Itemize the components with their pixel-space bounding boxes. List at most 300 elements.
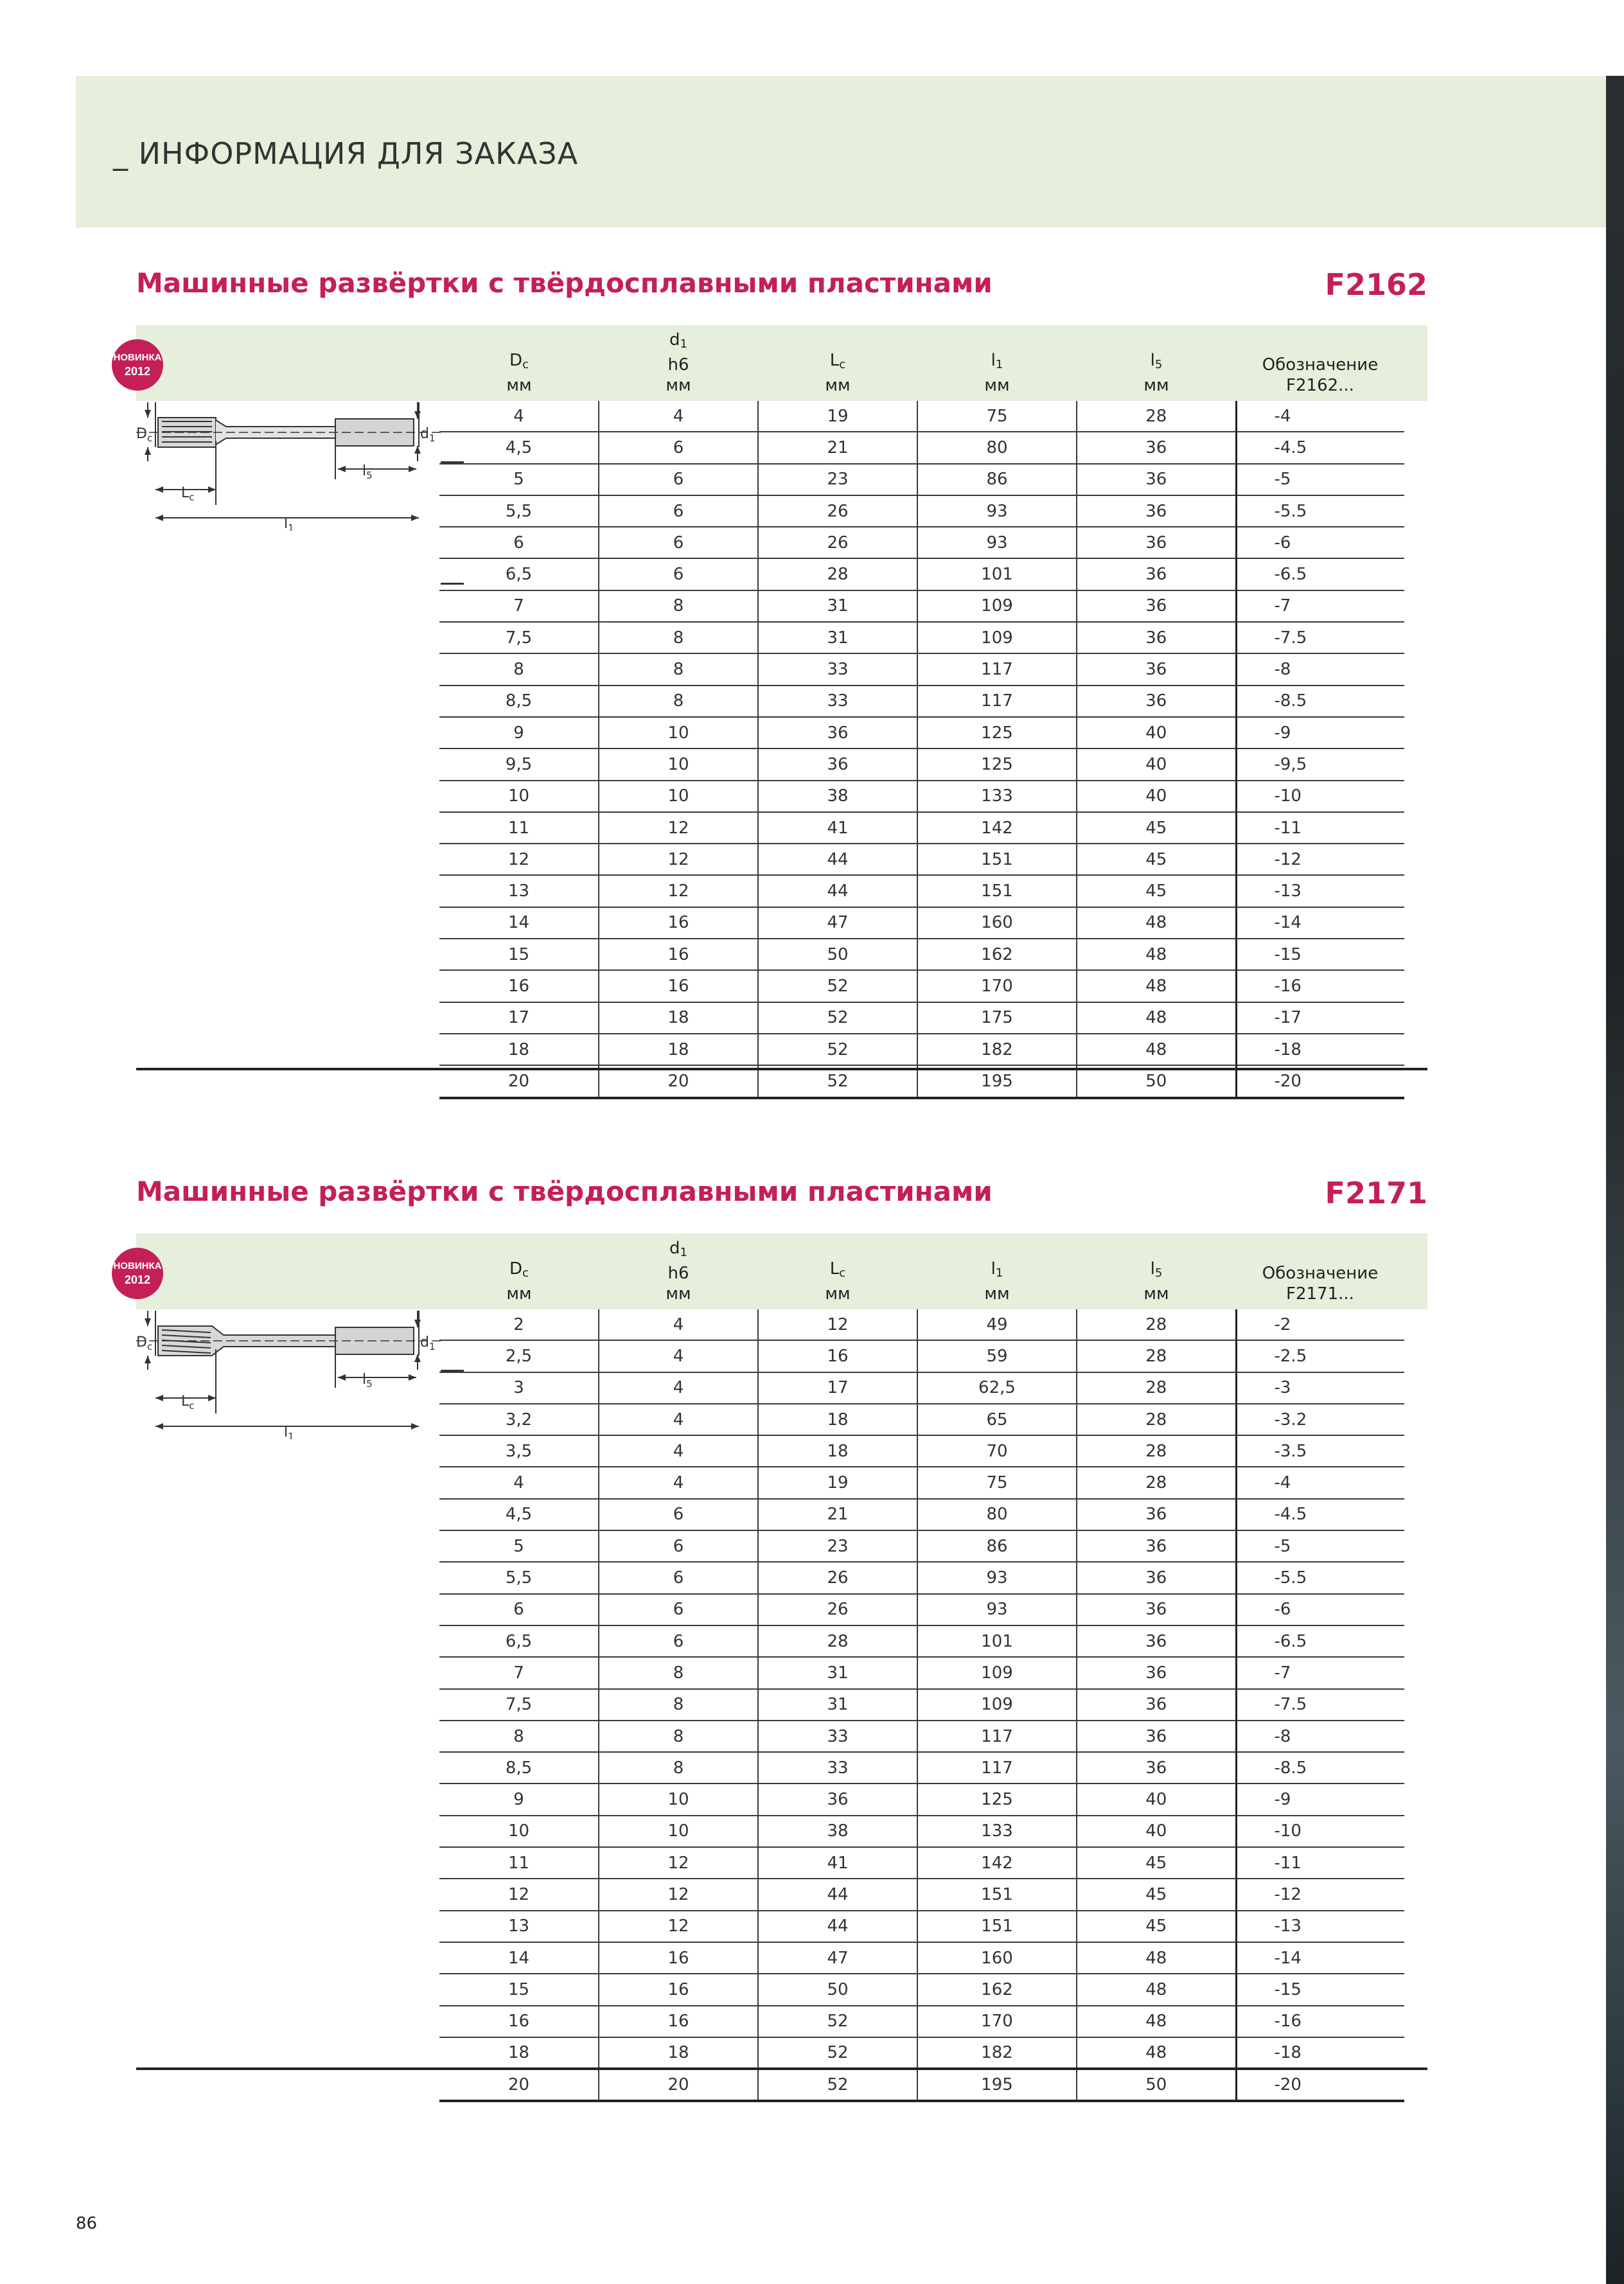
- table-cell: 109: [917, 622, 1077, 653]
- table-row: [439, 1002, 1404, 1034]
- table-row: [439, 907, 1404, 939]
- table-cell: 5: [439, 1530, 599, 1562]
- table-row: [439, 939, 1404, 970]
- designation-cell: -6: [1236, 527, 1404, 558]
- table-cell: 13: [439, 875, 599, 907]
- table-cell: 62,5: [917, 1372, 1077, 1404]
- svg-text:l5: [362, 463, 373, 481]
- table-row: [439, 558, 1404, 590]
- table-cell: 36: [1077, 653, 1236, 685]
- table-cell: 142: [917, 812, 1077, 844]
- table-row: [439, 2006, 1404, 2037]
- designation-cell: -2.5: [1236, 1340, 1404, 1372]
- designation-cell: -5.5: [1236, 495, 1404, 527]
- table-cell: 36: [1077, 1562, 1236, 1593]
- table-cell: 8,5: [439, 686, 599, 717]
- table-cell: 28: [758, 558, 917, 590]
- table-cell: 50: [1077, 2069, 1236, 2101]
- table-row: [439, 401, 1404, 432]
- table-cell: 36: [1077, 1721, 1236, 1752]
- table-cell: 4: [599, 1372, 758, 1404]
- reamer-drawing: [136, 1311, 445, 1439]
- table-cell: 40: [1077, 1816, 1236, 1847]
- table-cell: 41: [758, 812, 917, 844]
- table-cell: 47: [758, 1942, 917, 1974]
- table-cell: 86: [917, 1530, 1077, 1562]
- table-cell: 162: [917, 939, 1077, 970]
- table-cell: 7: [439, 590, 599, 622]
- label-dc: D: [136, 426, 147, 442]
- svg-text:Lc: [181, 1394, 195, 1412]
- table-cell: 12: [758, 1309, 917, 1340]
- table-cell: 6: [599, 1594, 758, 1625]
- label-l1-sub: 1: [288, 522, 294, 531]
- table-cell: 93: [917, 1562, 1077, 1593]
- designation-cell: -15: [1236, 1974, 1404, 2005]
- label-lc-sub: c: [189, 1400, 195, 1412]
- table-cell: 14: [439, 907, 599, 939]
- table-cell: 28: [1077, 401, 1236, 432]
- table-cell: 18: [599, 1034, 758, 1065]
- page-edge-margin: [1606, 0, 1624, 76]
- table-cell: 8: [599, 590, 758, 622]
- table-cell: 16: [599, 907, 758, 939]
- designation-cell: -5: [1236, 464, 1404, 495]
- col-header-designation: Обозначение F2162...: [1262, 355, 1379, 395]
- table-row: [439, 1467, 1404, 1498]
- label-d1: d: [420, 1334, 429, 1350]
- table-cell: 28: [1077, 1467, 1236, 1498]
- designation-cell: -4.5: [1236, 432, 1404, 463]
- table-cell: 12: [599, 875, 758, 907]
- table-cell: 47: [758, 907, 917, 939]
- badge-text-year: 2012: [124, 365, 151, 378]
- table-cell: 28: [1077, 1435, 1236, 1467]
- table-cell: 4,5: [439, 1499, 599, 1530]
- table-cell: 117: [917, 1721, 1077, 1752]
- table-cell: 23: [758, 1530, 917, 1562]
- designation-cell: -10: [1236, 781, 1404, 812]
- table-row: [439, 686, 1404, 717]
- table-cell: 52: [758, 1034, 917, 1065]
- table-cell: 6: [599, 495, 758, 527]
- table-cell: 16: [439, 970, 599, 1002]
- table-cell: 4: [599, 1404, 758, 1435]
- table-row: [439, 1340, 1404, 1372]
- table-cell: 4: [439, 401, 599, 432]
- label-dc-sub: c: [146, 1341, 153, 1352]
- page-number: 86: [76, 2214, 98, 2233]
- table-cell: 142: [917, 1847, 1077, 1879]
- table-row: [439, 2069, 1404, 2101]
- table-cell: 36: [758, 748, 917, 780]
- table-cell: 12: [439, 844, 599, 875]
- table-cell: 52: [758, 1065, 917, 1097]
- label-d1-sub: 1: [428, 432, 436, 444]
- table-cell: 2: [439, 1309, 599, 1340]
- designation-cell: -3.5: [1236, 1435, 1404, 1467]
- table-cell: 16: [599, 2006, 758, 2037]
- table-cell: 36: [1077, 1689, 1236, 1721]
- table-cell: 4: [599, 1435, 758, 1467]
- table-cell: 3,5: [439, 1435, 599, 1467]
- table-header-row: [439, 1234, 1404, 1309]
- label-l1: l: [284, 1424, 288, 1439]
- designation-cell: -4.5: [1236, 1499, 1404, 1530]
- section-title: Машинные развёртки с твёрдосплавными пластинами: [136, 267, 993, 299]
- table-cell: 26: [758, 1594, 917, 1625]
- table-cell: 19: [758, 1467, 917, 1498]
- table-cell: 117: [917, 653, 1077, 685]
- table-cell: 18: [599, 1002, 758, 1034]
- table-cell: 48: [1077, 2037, 1236, 2069]
- table-cell: 28: [1077, 1404, 1236, 1435]
- table-row: [439, 527, 1404, 558]
- table-cell: 6: [599, 527, 758, 558]
- designation-cell: -13: [1236, 1911, 1404, 1942]
- table-cell: 6: [599, 558, 758, 590]
- table-cell: 6: [599, 1499, 758, 1530]
- table-cell: 36: [1077, 590, 1236, 622]
- label-dc: D: [136, 1334, 147, 1350]
- table-cell: 93: [917, 527, 1077, 558]
- table-row: [439, 781, 1404, 812]
- designation-cell: -11: [1236, 812, 1404, 844]
- table-cell: 7,5: [439, 622, 599, 653]
- designation-cell: -10: [1236, 1816, 1404, 1847]
- table-row: [439, 432, 1404, 463]
- table-cell: 93: [917, 495, 1077, 527]
- table-cell: 4: [439, 1467, 599, 1498]
- table-cell: 40: [1077, 717, 1236, 748]
- designation-cell: -3: [1236, 1372, 1404, 1404]
- table-row: [439, 1816, 1404, 1847]
- designation-cell: -4: [1236, 401, 1404, 432]
- table-row: [439, 844, 1404, 875]
- table-bottom-rule: [136, 2067, 1427, 2070]
- new-2012-badge: [112, 1248, 163, 1299]
- table-cell: 49: [917, 1309, 1077, 1340]
- table-cell: 36: [1077, 558, 1236, 590]
- table-cell: 175: [917, 1002, 1077, 1034]
- table-row: [439, 590, 1404, 622]
- table-cell: 10: [439, 781, 599, 812]
- table-row: [439, 970, 1404, 1002]
- table-cell: 18: [758, 1435, 917, 1467]
- table-cell: 45: [1077, 812, 1236, 844]
- section-code: F2171: [1325, 1176, 1427, 1210]
- badge-text-year: 2012: [124, 1273, 151, 1286]
- table-cell: 36: [1077, 464, 1236, 495]
- table-row: [439, 1309, 1404, 1340]
- table-cell: 21: [758, 432, 917, 463]
- table-row: [439, 1911, 1404, 1942]
- svg-text:Dc: [136, 1334, 152, 1352]
- table-cell: 13: [439, 1911, 599, 1942]
- table-cell: 40: [1077, 1784, 1236, 1815]
- table-cell: 18: [599, 2037, 758, 2069]
- table-cell: 10: [599, 717, 758, 748]
- table-cell: 7: [439, 1657, 599, 1688]
- table-row: [439, 1562, 1404, 1593]
- table-cell: 4: [599, 1340, 758, 1372]
- designation-cell: -18: [1236, 2037, 1404, 2069]
- table-cell: 109: [917, 590, 1077, 622]
- table-cell: 52: [758, 1002, 917, 1034]
- table-cell: 4: [599, 401, 758, 432]
- table-cell: 26: [758, 1562, 917, 1593]
- table-cell: 12: [439, 1879, 599, 1910]
- table-cell: 101: [917, 1625, 1077, 1657]
- table-cell: 31: [758, 1689, 917, 1721]
- table-row: [439, 1942, 1404, 1974]
- table-cell: 65: [917, 1404, 1077, 1435]
- table-cell: 14: [439, 1942, 599, 1974]
- table-cell: 19: [758, 401, 917, 432]
- table-cell: 5,5: [439, 1562, 599, 1593]
- table-cell: 20: [599, 2069, 758, 2101]
- table-cell: 12: [599, 1847, 758, 1879]
- table-row: [439, 1689, 1404, 1721]
- table-cell: 8: [599, 653, 758, 685]
- table-cell: 26: [758, 495, 917, 527]
- table-cell: 36: [1077, 1625, 1236, 1657]
- table-cell: 133: [917, 781, 1077, 812]
- table-cell: 44: [758, 1911, 917, 1942]
- table-cell: 182: [917, 2037, 1077, 2069]
- table-cell: 45: [1077, 875, 1236, 907]
- col-header: $l_5$ мм: [1143, 351, 1169, 395]
- table-cell: 160: [917, 1942, 1077, 1974]
- designation-cell: -14: [1236, 907, 1404, 939]
- table-cell: 10: [439, 1816, 599, 1847]
- table-cell: 170: [917, 2006, 1077, 2037]
- table-cell: 3,2: [439, 1404, 599, 1435]
- table-cell: 10: [599, 748, 758, 780]
- designation-cell: -6: [1236, 1594, 1404, 1625]
- table-row: [439, 1879, 1404, 1910]
- table-cell: 17: [758, 1372, 917, 1404]
- table-cell: 9: [439, 1784, 599, 1815]
- table-cell: 28: [1077, 1372, 1236, 1404]
- table-cell: 125: [917, 1784, 1077, 1815]
- table-row: [439, 748, 1404, 780]
- svg-text:d1: [420, 1334, 436, 1352]
- table-row: [439, 1752, 1404, 1784]
- designation-cell: -5: [1236, 1530, 1404, 1562]
- table-cell: 50: [758, 1974, 917, 2005]
- designation-cell: -16: [1236, 970, 1404, 1002]
- table-cell: 45: [1077, 844, 1236, 875]
- table-row: [439, 653, 1404, 685]
- designation-cell: -3.2: [1236, 1404, 1404, 1435]
- section-code: F2162: [1325, 267, 1427, 302]
- table-cell: 48: [1077, 1034, 1236, 1065]
- table-cell: 36: [758, 1784, 917, 1815]
- table-cell: 160: [917, 907, 1077, 939]
- table-cell: 48: [1077, 939, 1236, 970]
- label-l5: l: [362, 1372, 367, 1388]
- table-cell: 151: [917, 1911, 1077, 1942]
- col-header: $L_c$ мм: [825, 1259, 851, 1304]
- table-cell: 70: [917, 1435, 1077, 1467]
- new-2012-badge: [112, 339, 163, 391]
- page-title: _ ИНФОРМАЦИЯ ДЛЯ ЗАКАЗА: [113, 136, 579, 171]
- table-cell: 48: [1077, 907, 1236, 939]
- table-cell: 16: [599, 1974, 758, 2005]
- designation-cell: -6.5: [1236, 1625, 1404, 1657]
- table-cell: 36: [1077, 1752, 1236, 1784]
- table-row: [439, 1372, 1404, 1404]
- table-cell: 36: [1077, 432, 1236, 463]
- table-cell: 93: [917, 1594, 1077, 1625]
- table-cell: 52: [758, 2006, 917, 2037]
- table-row: [439, 717, 1404, 748]
- table-cell: 109: [917, 1689, 1077, 1721]
- designation-cell: -12: [1236, 1879, 1404, 1910]
- table-cell: 3: [439, 1372, 599, 1404]
- table-row: [439, 1530, 1404, 1562]
- label-lc-sub: c: [189, 491, 195, 503]
- table-cell: 8,5: [439, 1752, 599, 1784]
- table-cell: 109: [917, 1657, 1077, 1688]
- table-cell: 36: [758, 717, 917, 748]
- table-row: [439, 1974, 1404, 2005]
- table-cell: 36: [1077, 1594, 1236, 1625]
- table-cell: 12: [599, 1879, 758, 1910]
- table-cell: 10: [599, 1784, 758, 1815]
- table-cell: 12: [599, 812, 758, 844]
- table-cell: 31: [758, 622, 917, 653]
- table-cell: 195: [917, 1065, 1077, 1097]
- table-cell: 38: [758, 781, 917, 812]
- designation-cell: -4: [1236, 1467, 1404, 1498]
- table-cell: 50: [758, 939, 917, 970]
- table-cell: 16: [439, 2006, 599, 2037]
- table-header-row: [439, 325, 1404, 401]
- table-cell: 162: [917, 1974, 1077, 2005]
- table-cell: 80: [917, 1499, 1077, 1530]
- dimension-table: [439, 1234, 1404, 2102]
- table-cell: 36: [1077, 1530, 1236, 1562]
- table-cell: 36: [1077, 686, 1236, 717]
- table-cell: 28: [1077, 1309, 1236, 1340]
- label-l5: l: [362, 463, 367, 479]
- table-cell: 80: [917, 432, 1077, 463]
- table-cell: 6: [599, 464, 758, 495]
- table-cell: 11: [439, 812, 599, 844]
- table-cell: 2,5: [439, 1340, 599, 1372]
- table-cell: 75: [917, 1467, 1077, 1498]
- table-cell: 117: [917, 1752, 1077, 1784]
- table-row: [439, 1721, 1404, 1752]
- col-header: $D_c$ мм: [506, 1259, 532, 1304]
- designation-cell: -20: [1236, 2069, 1404, 2101]
- table-row: [439, 1784, 1404, 1815]
- table-cell: 28: [1077, 1340, 1236, 1372]
- designation-cell: -9: [1236, 1784, 1404, 1815]
- table-cell: 8: [599, 622, 758, 653]
- col-header: $l_5$ мм: [1143, 1259, 1169, 1304]
- table-cell: 8: [439, 1721, 599, 1752]
- col-header: $d_1$ h6 мм: [666, 330, 691, 395]
- table-cell: 15: [439, 939, 599, 970]
- designation-cell: -18: [1236, 1034, 1404, 1065]
- table-row: [439, 464, 1404, 495]
- designation-cell: -5.5: [1236, 1562, 1404, 1593]
- table-cell: 16: [599, 1942, 758, 1974]
- col-header: $d_1$ h6 мм: [666, 1239, 691, 1304]
- table-cell: 9: [439, 717, 599, 748]
- label-d1-sub: 1: [428, 1341, 436, 1352]
- table-cell: 48: [1077, 2006, 1236, 2037]
- table-cell: 36: [1077, 527, 1236, 558]
- label-l5-sub: 5: [366, 1378, 373, 1390]
- table-cell: 6: [599, 432, 758, 463]
- table-cell: 6,5: [439, 1625, 599, 1657]
- svg-text:Dc: [136, 426, 152, 444]
- svg-text:l5: [362, 1372, 373, 1390]
- table-cell: 33: [758, 1752, 917, 1784]
- table-cell: 11: [439, 1847, 599, 1879]
- table-cell: 6: [439, 527, 599, 558]
- table-cell: 45: [1077, 1847, 1236, 1879]
- table-cell: 16: [758, 1340, 917, 1372]
- table-cell: 44: [758, 1879, 917, 1910]
- table-cell: 45: [1077, 1879, 1236, 1910]
- badge-text-new: НОВИНКА: [113, 352, 162, 363]
- table-cell: 8: [599, 1721, 758, 1752]
- dimension-table: [439, 325, 1404, 1099]
- table-cell: 170: [917, 970, 1077, 1002]
- table-cell: 36: [1077, 1499, 1236, 1530]
- table-cell: 5,5: [439, 495, 599, 527]
- table-row: [439, 1625, 1404, 1657]
- designation-cell: -7.5: [1236, 622, 1404, 653]
- table-cell: 52: [758, 970, 917, 1002]
- table-cell: 12: [599, 1911, 758, 1942]
- table-cell: 23: [758, 464, 917, 495]
- table-row: [439, 812, 1404, 844]
- designation-cell: -12: [1236, 844, 1404, 875]
- table-cell: 40: [1077, 748, 1236, 780]
- table-row: [439, 2037, 1404, 2069]
- table-cell: 52: [758, 2069, 917, 2101]
- table-bottom-rule: [136, 1068, 1427, 1070]
- table-cell: 28: [758, 1625, 917, 1657]
- table-row: [439, 875, 1404, 907]
- table-cell: 4: [599, 1467, 758, 1498]
- table-row: [439, 495, 1404, 527]
- designation-cell: -11: [1236, 1847, 1404, 1879]
- designation-cell: -14: [1236, 1942, 1404, 1974]
- designation-cell: -8: [1236, 653, 1404, 685]
- table-cell: 86: [917, 464, 1077, 495]
- table-cell: 8: [599, 1657, 758, 1688]
- table-cell: 125: [917, 717, 1077, 748]
- label-d1: d: [420, 426, 429, 442]
- table-cell: 33: [758, 1721, 917, 1752]
- table-cell: 41: [758, 1847, 917, 1879]
- table-cell: 151: [917, 875, 1077, 907]
- table-cell: 36: [1077, 622, 1236, 653]
- table-cell: 20: [439, 2069, 599, 2101]
- header-band: [76, 76, 1606, 227]
- section-title: Машинные развёртки с твёрдосплавными пластинами: [136, 1176, 993, 1207]
- designation-cell: -2: [1236, 1309, 1404, 1340]
- table-cell: 5: [439, 464, 599, 495]
- table-cell: 7,5: [439, 1689, 599, 1721]
